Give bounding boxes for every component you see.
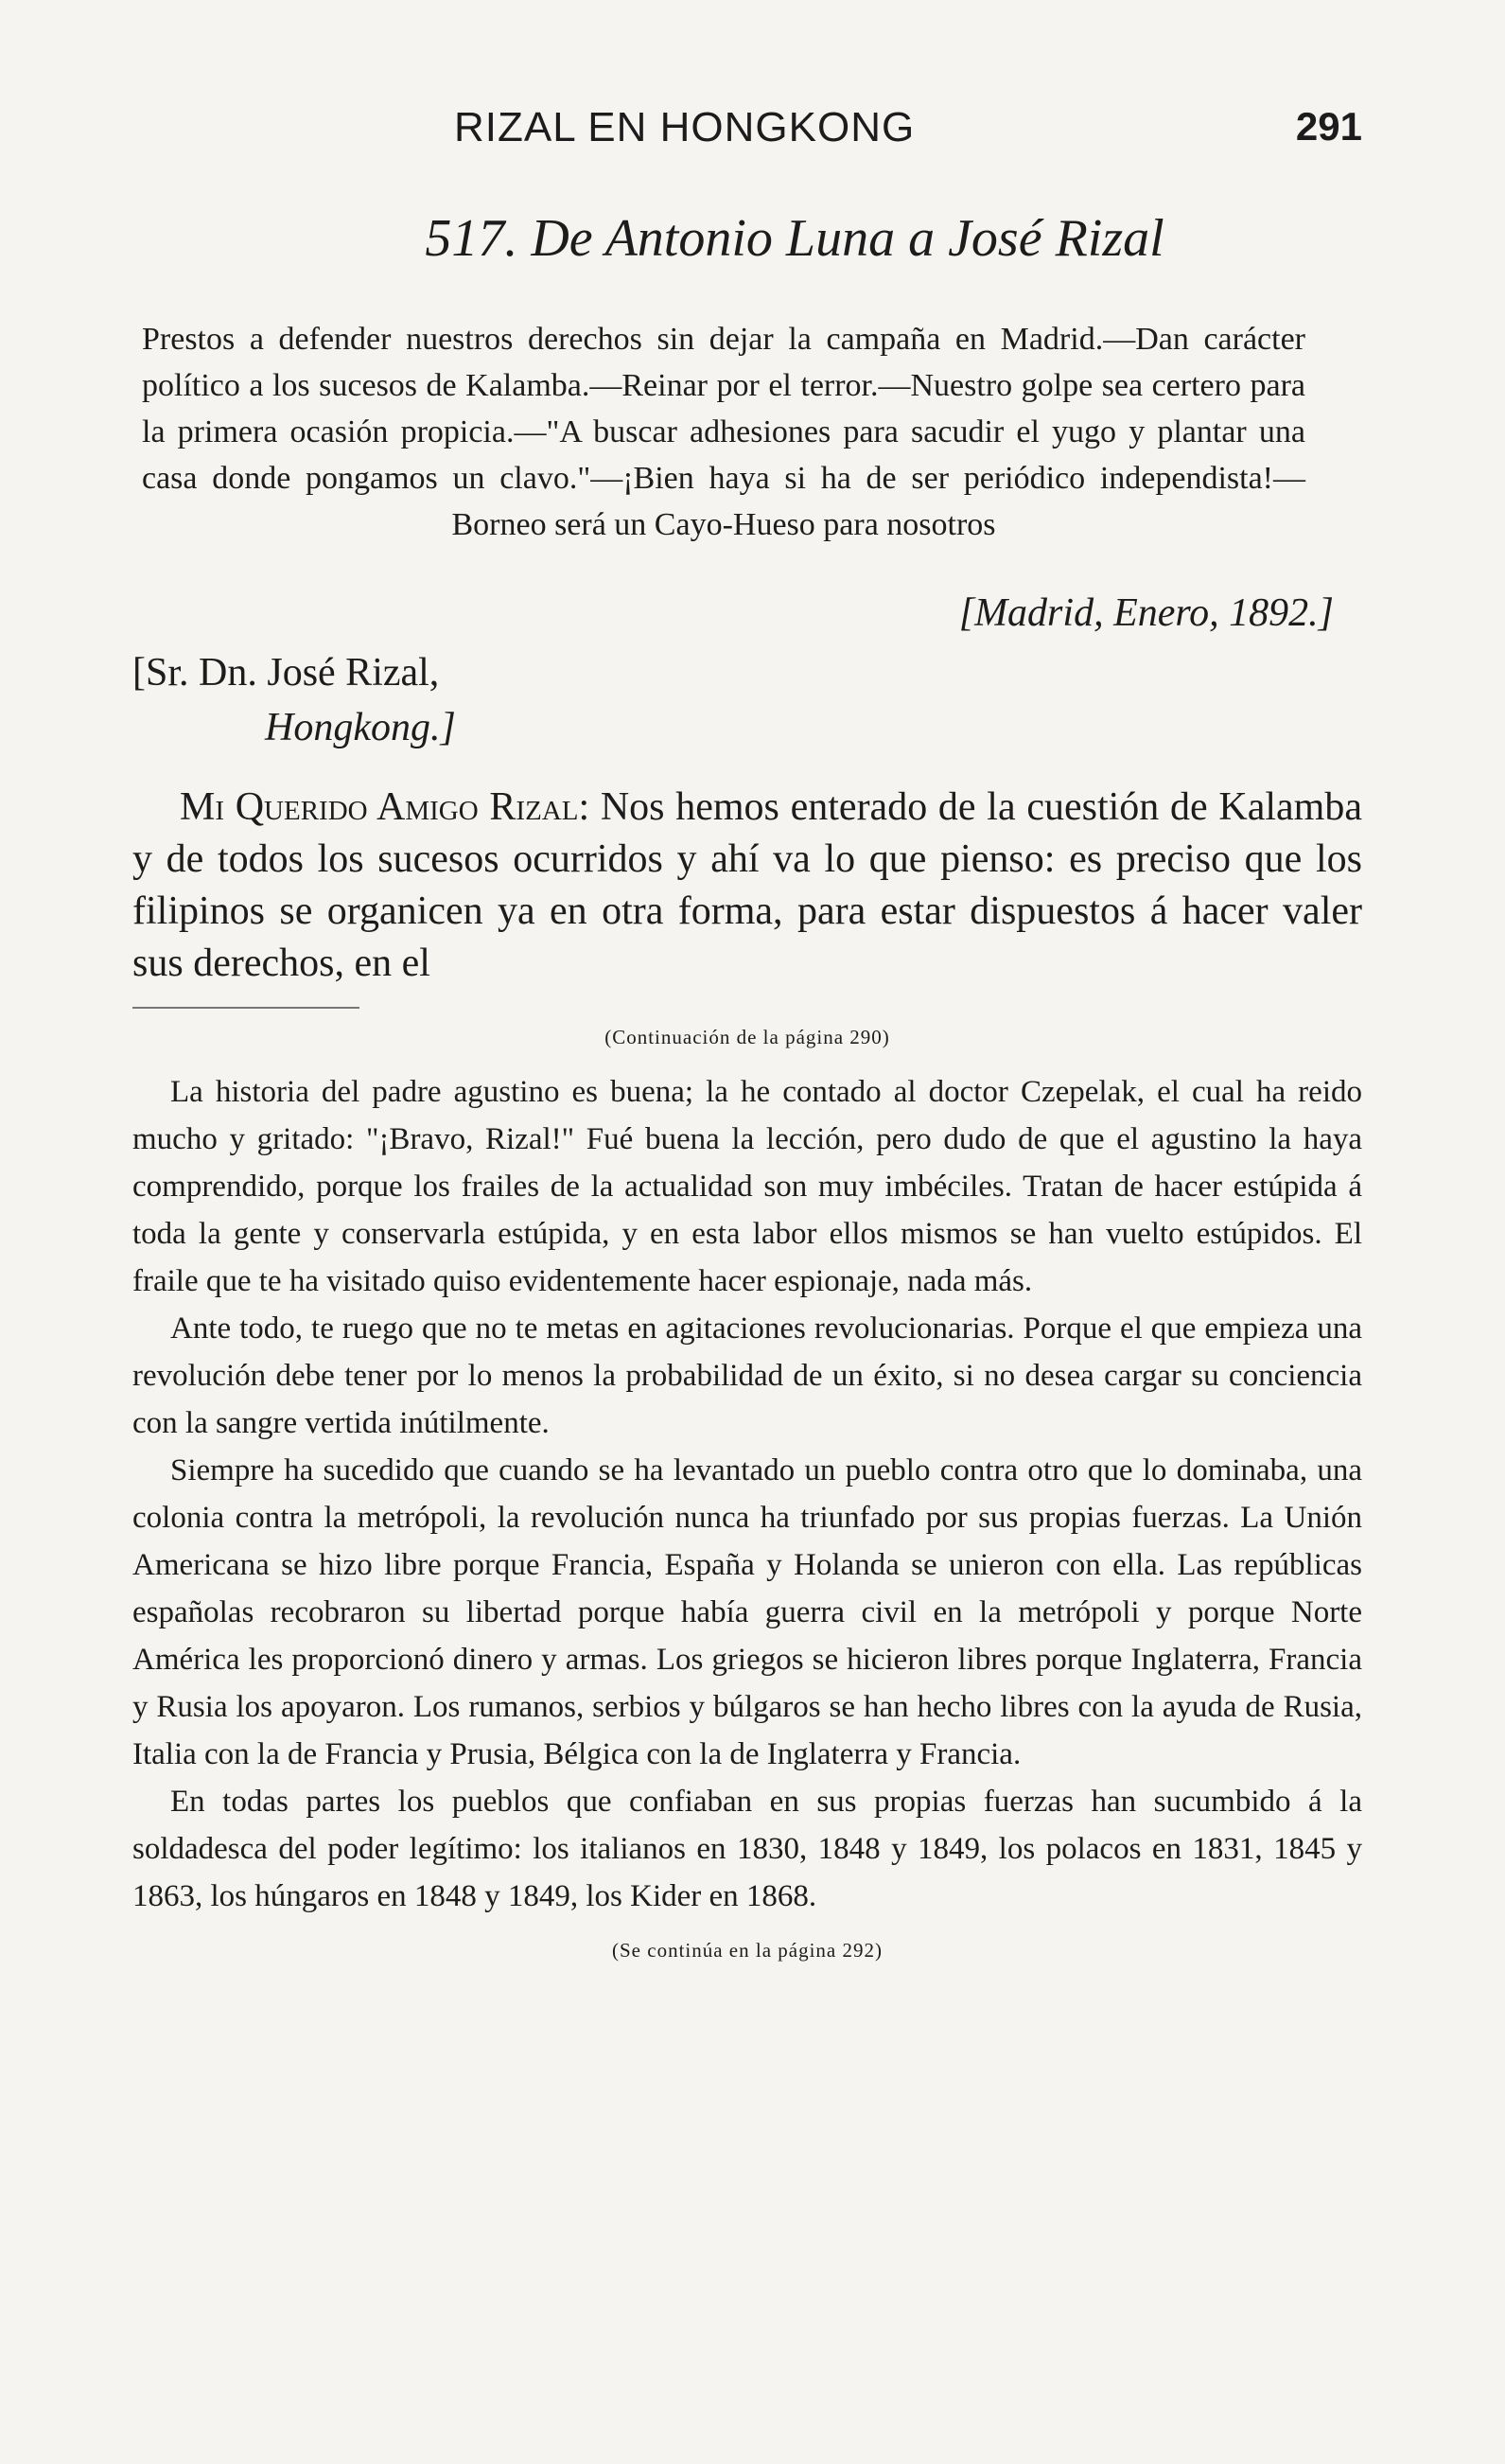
salutation: Mi Querido Amigo Rizal: xyxy=(180,785,590,829)
letter-title: 517. De Antonio Luna a José Rizal xyxy=(425,209,1164,268)
addressee-location: Hongkong.] xyxy=(265,706,456,749)
footnote-paragraph: Siempre ha sucedido que cuando se ha levantado un pueblo contra otro que lo dominaba, una colonia contra la metrópoli, la revolución nunca ha triunfado por sus propias fuerzas. La Unión Americana se hizo libre porque Francia, España y Holanda se unieron con ella. Las repúblicas españolas recobraron su libertad porque había guerra civil en la metrópoli y porque Norte América les proporcionó dinero y armas. Los griegos se hicieron libres porque Inglaterra, Francia y Rusia los apoyaron. Los rumanos, serbios y búlgaros se han hecho libres con la ayuda de Rusia, Italia con la de Francia y Prusia, Bélgica con la de Inglaterra y Francia. xyxy=(132,1453,1362,1771)
footnote-continues-note: (Se continúa en la página 292) xyxy=(612,1939,883,1962)
running-title: RIZAL EN HONGKONG xyxy=(454,104,916,150)
footnote-block xyxy=(132,1068,1362,1920)
letter-body xyxy=(132,782,1362,990)
footnote-continuation-note: (Continuación de la página 290) xyxy=(604,1026,890,1048)
footnote-paragraph: En todas partes los pueblos que confiaban en sus propias fuerzas han sucumbido á la soldadesca del poder legítimo: los italianos en 1830, 1848 y 1849, los polacos en 1831, 1845 y 1863, los húngaros en 1848 y 1849, los Kider en 1868. xyxy=(132,1785,1362,1913)
opening-text: Nos hemos enterado de la cuestión de Kalamba y de todos los sucesos ocurridos y ahí va lo que pienso: es preciso que los filipinos se organicen ya en otra forma, para estar dispuestos á hacer valer sus derechos, en el xyxy=(132,785,1362,985)
footnote-paragraph: La historia del padre agustino es buena; la he contado al doctor Czepelak, el cual ha reido mucho y gritado: "¡Bravo, Rizal!" Fué buena la lección, pero dudo de que el agustino la haya comprendido, porque los frailes de la actualidad son muy imbéciles. Tratan de hacer estúpida á toda la gente y conservarla estúpida, y en esta labor ellos mismos se han vuelto estúpidos. El fraile que te ha visitado quiso evidentemente hacer espionaje, nada más. xyxy=(132,1075,1362,1298)
opening-paragraph xyxy=(132,782,1362,990)
document-page xyxy=(132,104,1362,2432)
footnote-divider xyxy=(132,1007,359,1009)
running-header xyxy=(132,104,1362,161)
footnote-paragraph: Ante todo, te ruego que no te metas en agitaciones revolucionarias. Porque el que empieza una revolución debe tener por lo menos la probabilidad de un éxito, si no desea cargar su conciencia con la sangre vertida inútilmente. xyxy=(132,1311,1362,1440)
page-number: 291 xyxy=(1295,104,1362,149)
letter-date: [Madrid, Enero, 1892.] xyxy=(958,591,1334,635)
addressee-block xyxy=(132,645,1362,755)
letter-synopsis: Prestos a defender nuestros derechos sin dejar la campaña en Madrid.—Dan carácter político a los sucesos de Kalamba.—Reinar por el terror.—Nuestro golpe sea certero para la primera ocasión propicia.—"A buscar adhesiones para sacudir el yugo y plantar una casa donde pongamos un clavo."—¡Bien haya si ha de ser periódico independista!—Borneo será un Cayo-Hueso para nosotros xyxy=(142,322,1305,542)
addressee-name: [Sr. Dn. José Rizal, xyxy=(132,651,440,695)
